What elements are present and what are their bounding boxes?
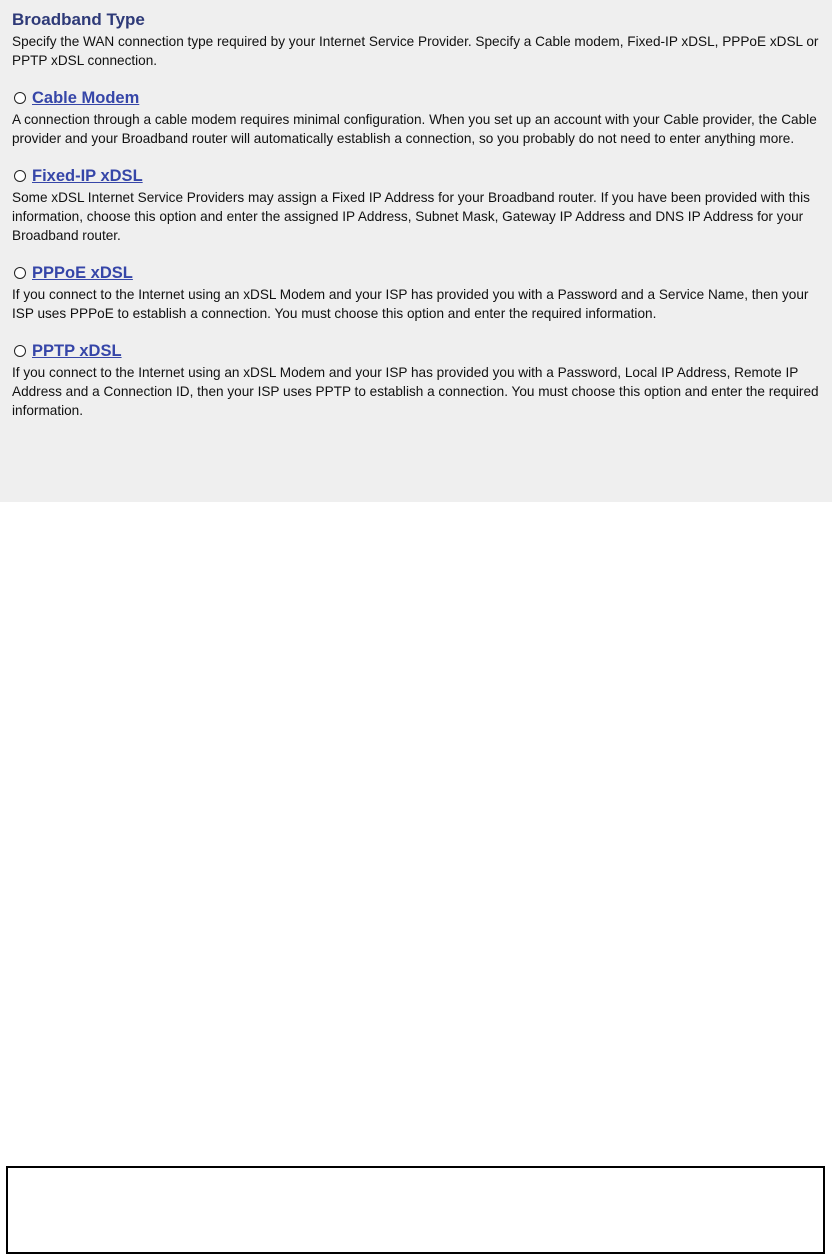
pppoe-xdsl-link[interactable]: PPPoE xDSL [32, 264, 133, 282]
section-description: Specify the WAN connection type required by your Internet Service Provider. Specify a Cable modem, Fixed-IP xDSL, PPPoE xDSL or PPTP xDSL connection. [12, 34, 819, 68]
pppoe-xdsl-radio[interactable] [14, 267, 26, 279]
pptp-xdsl-radio[interactable] [14, 345, 26, 357]
option-pptp-xdsl [12, 340, 822, 420]
broadband-type-panel [0, 0, 832, 502]
pptp-xdsl-description: If you connect to the Internet using an xDSL Modem and your ISP has provided you with a Password, Local IP Address, Remote IP Address and a Connection ID, then your ISP uses PPTP to establish a connection. You must choose this option and enter the required information. [12, 365, 819, 418]
option-pppoe-xdsl [12, 262, 822, 323]
option-header [12, 340, 822, 362]
fixed-ip-xdsl-radio[interactable] [14, 170, 26, 182]
cable-modem-description: A connection through a cable modem requires minimal configuration. When you set up an account with your Cable provider, the Cable provider and your Broadband router will automatically establish a connection, so you probably do not need to enter anything more. [12, 112, 817, 146]
cable-modem-link[interactable]: Cable Modem [32, 89, 140, 107]
option-fixed-ip-xdsl [12, 165, 822, 245]
empty-bordered-box [6, 1166, 825, 1254]
section-title: Broadband Type [12, 10, 145, 29]
fixed-ip-xdsl-link[interactable]: Fixed-IP xDSL [32, 167, 143, 185]
option-header [12, 262, 822, 284]
pppoe-xdsl-description: If you connect to the Internet using an xDSL Modem and your ISP has provided you with a Password and a Service Name, then your ISP uses PPPoE to establish a connection. You must choose this option and enter the required information. [12, 287, 809, 321]
option-header [12, 87, 822, 109]
fixed-ip-xdsl-description: Some xDSL Internet Service Providers may assign a Fixed IP Address for your Broadband router. If you have been provided with this information, choose this option and enter the assigned IP Address, Subnet Mask, Gateway IP Address and DNS IP Address for your Broadband router. [12, 190, 810, 243]
cable-modem-radio[interactable] [14, 92, 26, 104]
pptp-xdsl-link[interactable]: PPTP xDSL [32, 342, 122, 360]
option-header [12, 165, 822, 187]
option-cable-modem [12, 87, 822, 148]
